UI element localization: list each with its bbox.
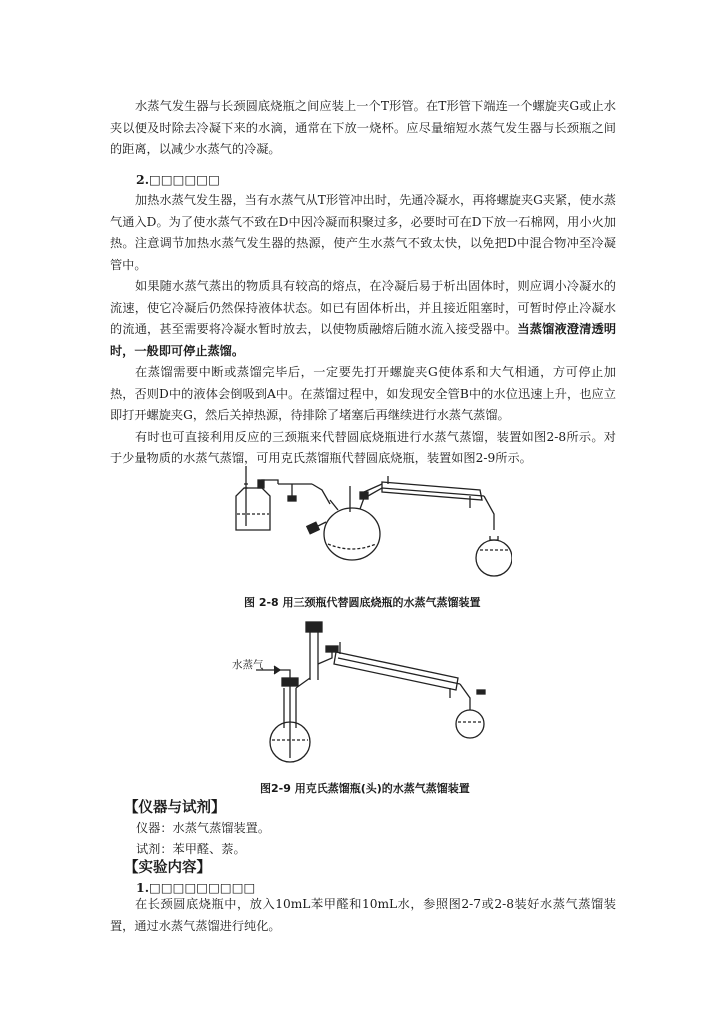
- three-neck-flask: [324, 508, 380, 560]
- paragraph-1: 水蒸气发生器与长颈圆底烧瓶之间应装上一个T形管。在T形管下端连一个螺旋夹G或止水夹以便及时除去冷凝下来的水滴，通常在下放一烧杯。应尽量缩短水蒸气发生器与长颈瓶之间的距离，以减少水蒸气的冷凝。: [110, 99, 616, 156]
- heading-2: 2.□□□□□□: [136, 172, 220, 187]
- paragraph-6: 在长颈圆底烧瓶中，放入10mL苯甲醛和10mL水，参照图2-7或2-8装好水蒸气蒸馏装置，通过水蒸气蒸馏进行纯化。: [110, 897, 616, 933]
- section-instruments-title: 【仪器与试剂】: [124, 800, 226, 816]
- figure-2-9-caption: 图2-9 用克氏蒸馏瓶(头)的水蒸气蒸馏装置: [260, 782, 470, 795]
- paragraph-3-text: 如果随水蒸气蒸出的物质具有较高的熔点，在冷凝后易于析出固体时，则应调小冷凝水的流速，使它冷凝后仍然保持液体状态。如已有固体析出，并且接近阻塞时，可暂时停止冷凝水的流通，甚至需要将冷凝水暂时放去，以使物质融熔后随水流入接受器中。: [110, 279, 616, 336]
- instruments-line: 仪器：水蒸气蒸馏装置。: [136, 821, 271, 835]
- paragraph-1-block: [110, 96, 616, 161]
- body-block: [110, 190, 616, 470]
- claisen-head: [310, 628, 318, 680]
- reagents-line: 试剂：苯甲醛、萘。: [136, 842, 246, 856]
- steam-generator-vessel: [236, 488, 270, 530]
- paragraph-3: [110, 276, 616, 362]
- t-tube: [278, 484, 312, 496]
- stopper: [306, 622, 322, 632]
- figure-2-8-apparatus: [222, 462, 512, 588]
- steam-label: 水蒸气: [232, 659, 264, 671]
- paragraph-2: 加热水蒸气发生器，当有水蒸气从T形管冲出时，先通冷凝水，再将螺旋夹G夹紧，使水蒸气通入D。为了使水蒸气不致在D中因冷凝而积聚过多，必要时可在D下放一石棉网，用小火加热。注意调节加热水蒸气发生器的热源，使产生水蒸气不致太快，以免把D中混合物冲至冷凝管中。: [110, 193, 616, 272]
- adapter: [484, 496, 494, 530]
- section-content-title: 【实验内容】: [124, 860, 211, 876]
- adapter: [460, 684, 470, 710]
- paragraph-5: 有时也可直接利用反应的三颈瓶来代替圆底烧瓶进行水蒸气蒸馏，装置如图2-8所示。对于少量物质的水蒸气蒸馏，可用克氏蒸馏瓶代替圆底烧瓶，装置如图2-9所示。: [110, 429, 616, 465]
- figure-2-8-caption: 图 2-8 用三颈瓶代替圆底烧瓶的水蒸气蒸馏装置: [244, 596, 481, 609]
- paragraph-6-block: [110, 894, 616, 937]
- receiver-flask: [456, 710, 484, 738]
- content-heading-1: 1.□□□□□□□□□: [136, 880, 256, 895]
- receiver-flask: [476, 540, 512, 576]
- paragraph-4: 在蒸馏需要中断或蒸馏完毕后，一定要先打开螺旋夹G使体系和大气相通，方可停止加热，否则D中的液体会倒吸到A中。在蒸馏过程中，如发现安全管B中的水位迅速上升，也应立即打开螺旋夹G，然后关掉热源，待排除了堵塞后再继续进行水蒸气蒸馏。: [110, 365, 616, 422]
- condenser-jacket: [382, 482, 482, 500]
- figure-2-9-apparatus: [222, 618, 502, 768]
- paragraph-3-bold: 当蒸馏液澄清透明时，一般即可停止蒸馏。: [110, 322, 617, 358]
- condenser-inner: [338, 658, 460, 684]
